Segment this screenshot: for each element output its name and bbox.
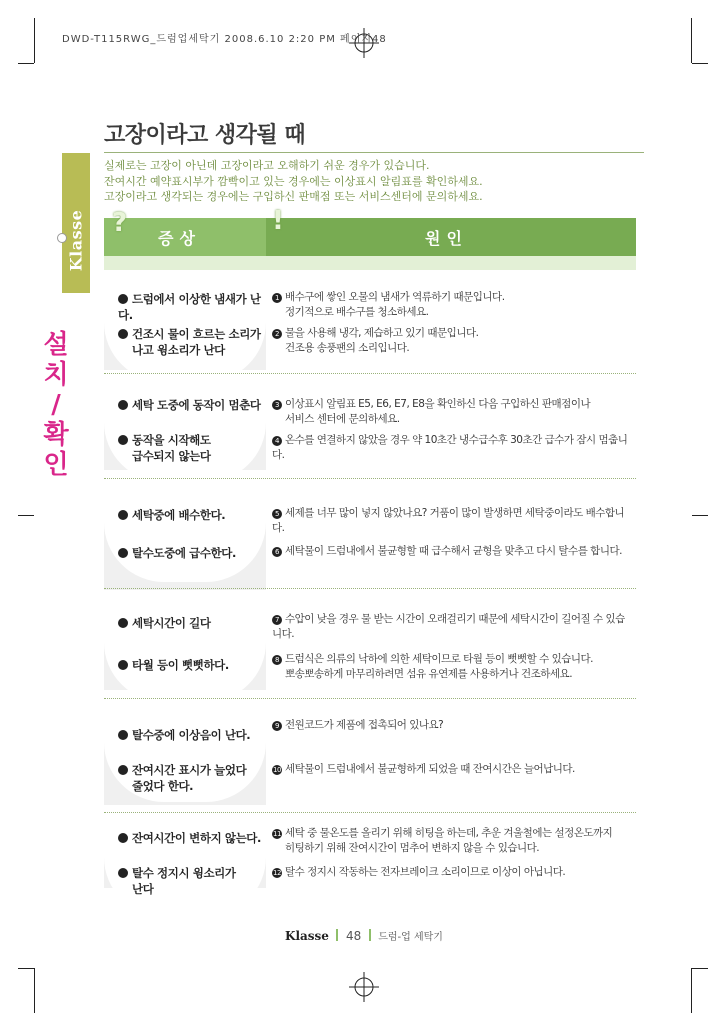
footer-separator [336,929,338,941]
crop-mark [18,63,34,64]
tab-dot [57,233,67,243]
question-mark-icon: ? [112,208,128,238]
footer-product-name: 드럼-업 세탁기 [378,932,443,943]
print-slug: DWD-T115RWG_드럼업세탁기 2008.6.10 2:20 PM 페이지48 [62,34,387,45]
table-row-symptom: 잔여시간 표시가 늘었다 줄었다 한다. [118,762,266,794]
table-row-cause: 3 이상표시 알림표 E5, E6, E7, E8을 확인하신 다음 구입하신 판매점이나 서비스 센터에 문의하세요. [272,397,632,427]
table-row-cause: 1 배수구에 쌓인 오물의 냄새가 역류하기 때문입니다. 정기적으로 배수구를 청소하세요. [272,290,632,320]
table-row-symptom: 탈수도중에 급수한다. [118,545,266,561]
table-row-cause: 4 온수를 연결하지 않았을 경우 약 10초간 냉수급수후 30초간 급수가 잠시 멈춥니다. [272,434,628,461]
table-row-cause: 10 세탁물이 드럼내에서 불균형하게 되었을 때 잔여시간은 늘어납니다. [273,763,575,775]
intro-text: 실제로는 고장이 아닌데 고장이라고 오해하기 쉬운 경우가 있습니다. 잔여시간 예약표시부가 깜빡이고 있는 경우에는 이상표시 알림표를 확인하세요. 고장이라고 생각되는 경우에는 구입하신 판매점 또는 서비스센터에 문의하세요. [104,159,483,203]
footer-brand: Klasse [285,929,329,943]
table-row-cause: 11 세탁 중 물온도를 올리기 위해 히팅을 하는데, 추운 겨울철에는 설정온도까지 히팅하기 위해 잔여시간이 멈추어 변하지 않을 수 있습니다. [273,827,613,854]
table-row-cause: 5 세제를 너무 많이 넣지 않았나요? 거품이 많이 발생하면 세탁중이라도 배수합니다. [272,507,625,534]
row-divider [104,812,636,813]
brand-tab-label: Klasse [66,209,86,271]
table-row-cause: 12 탈수 정지시 작동하는 전자브레이크 소리이므로 이상이 아닙니다. [273,866,566,878]
table-row-symptom: 드럼에서 이상한 냄새가 난다. [118,292,261,322]
symptom-band [104,370,266,482]
crop-mark [34,18,35,63]
row-divider [104,588,636,589]
table-row-symptom: 건조시 물이 흐르는 소리가 나고 윙소리가 난다 [118,326,266,358]
footer-separator [369,929,371,941]
crop-mark [692,968,708,969]
row-divider [104,478,636,479]
row-divider [104,698,636,699]
table-row-cause: 7 수압이 낮을 경우 물 받는 시간이 오래걸리기 때문에 세탁시간이 길어질 수 있습니다. [272,613,625,640]
crop-mark [691,968,692,1013]
section-side-title: 설 치 / 확 인 [43,330,69,480]
cause-header: 원인 [425,229,468,248]
table-row-cause: 6 세탁물이 드럼내에서 불균형할 때 급수해서 균형을 맞추고 다시 탈수를 합니다. [272,544,632,559]
crop-mark [692,63,708,64]
page-number: 48 [345,929,362,943]
table-row-cause: 2 물을 사용해 냉각, 제습하고 있기 때문입니다. 건조용 송풍팬의 소리입니다. [272,326,632,356]
row-divider [104,373,636,374]
registration-mark-icon [349,972,379,1002]
symptom-header: 증상 [158,229,201,248]
table-row-symptom: 타월 등이 뻣뻣하다. [118,657,266,673]
page-title: 고장이라고 생각될 때 [104,123,306,148]
table-row-symptom: 세탁중에 배수한다. [118,507,266,523]
crop-mark [18,968,34,969]
table-row-symptom: 탈수 정지시 윙소리가 난다 [118,865,266,897]
crop-mark [18,515,34,516]
symptom-band [104,805,266,917]
table-row-symptom: 세탁 도중에 동작이 멈춘다 [118,397,266,413]
table-row-symptom: 동작을 시작해도 급수되지 않는다 [118,432,266,464]
crop-mark [691,18,692,63]
symptom-band [104,590,266,702]
crop-mark [692,515,708,516]
table-row-cause: 8 드럼식은 의류의 낙하에 의한 세탁이므로 타월 등이 뻣뻣할 수 있습니다. 뽀송뽀송하게 마무리하려면 섬유 유연제를 사용하거나 건조하세요. [272,652,632,682]
table-row-symptom: 잔여시간이 변하지 않는다. [118,830,266,846]
title-divider [104,152,644,153]
table-row-symptom: 세탁시간이 길다 [118,615,266,631]
crop-mark [34,968,35,1013]
table-row-cause: 9 전원코드가 제품에 접촉되어 있나요? [272,718,632,733]
symptom-band [104,470,266,582]
exclamation-mark-icon: ! [272,206,284,236]
table-subheader-strip [104,256,636,270]
page-footer [0,928,728,943]
table-row-symptom: 탈수중에 이상음이 난다. [118,727,266,743]
